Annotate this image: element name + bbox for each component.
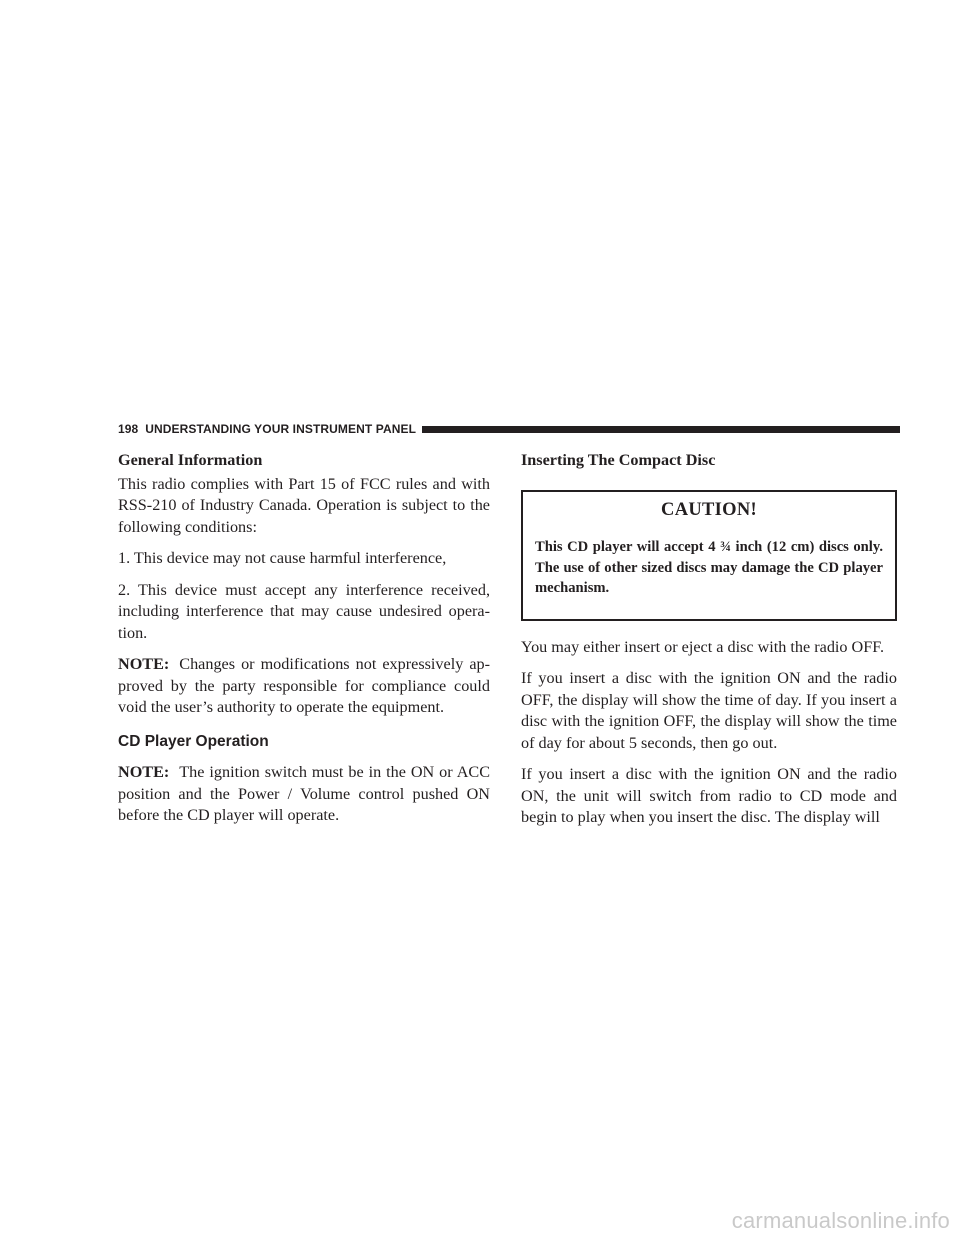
general-info-paragraph: This radio complies with Part 15 of FCC rules and with RSS-210 of Industry Canada. Operation is subject to the following conditions: <box>118 474 490 536</box>
running-header <box>118 421 900 437</box>
left-column <box>118 450 490 837</box>
condition-2: 2. This device must accept any interference received, including interference that may cause undesired operation. <box>118 580 490 642</box>
note-label: NOTE: <box>118 655 170 673</box>
section-title: UNDERSTANDING YOUR INSTRUMENT PANEL <box>145 422 417 436</box>
inserting-disc-heading: Inserting The Compact Disc <box>521 451 716 469</box>
note-ignition <box>118 762 490 827</box>
note-fcc <box>118 654 490 719</box>
note-ignition-text: The ignition switch must be in the ON or ACC position and the Power / Volume control pushed ON before the CD player will operate. <box>118 763 490 824</box>
note-fcc-text: Changes or modifications not expressively approved by the party responsible for compliance could void the user’s authority to operate the equipment. <box>118 655 490 716</box>
header-rule <box>422 426 900 433</box>
page-number: 198 <box>118 422 139 436</box>
paragraph-ignition-on-radio-off: If you insert a disc with the ignition ON and the radio OFF, the display will show the time of day. If you insert a disc with the ignition OFF, the display will show the time of day for about 5 seconds, then go out. <box>521 669 897 752</box>
paragraph-ignition-on-radio-on: If you insert a disc with the ignition ON and the radio ON, the unit will switch from radio to CD mode and begin to play when you insert the disc. The display will <box>521 765 897 826</box>
right-column <box>521 450 897 839</box>
caution-text: This CD player will accept 4 ¾ inch (12 cm) discs only. The use of other sized discs may damage the CD player mechanism. <box>535 539 883 596</box>
note-label: NOTE: <box>118 763 170 781</box>
general-info-heading: General Information <box>118 451 263 469</box>
watermark: carmanualsonline.info <box>731 1208 950 1233</box>
cd-player-heading: CD Player Operation <box>118 732 269 750</box>
caution-title: CAUTION! <box>661 499 757 520</box>
paragraph-insert-eject: You may either insert or eject a disc with the radio OFF. <box>521 637 885 656</box>
condition-1: 1. This device may not cause harmful interference, <box>118 549 447 567</box>
header-text <box>118 422 416 436</box>
caution-box <box>521 490 897 621</box>
